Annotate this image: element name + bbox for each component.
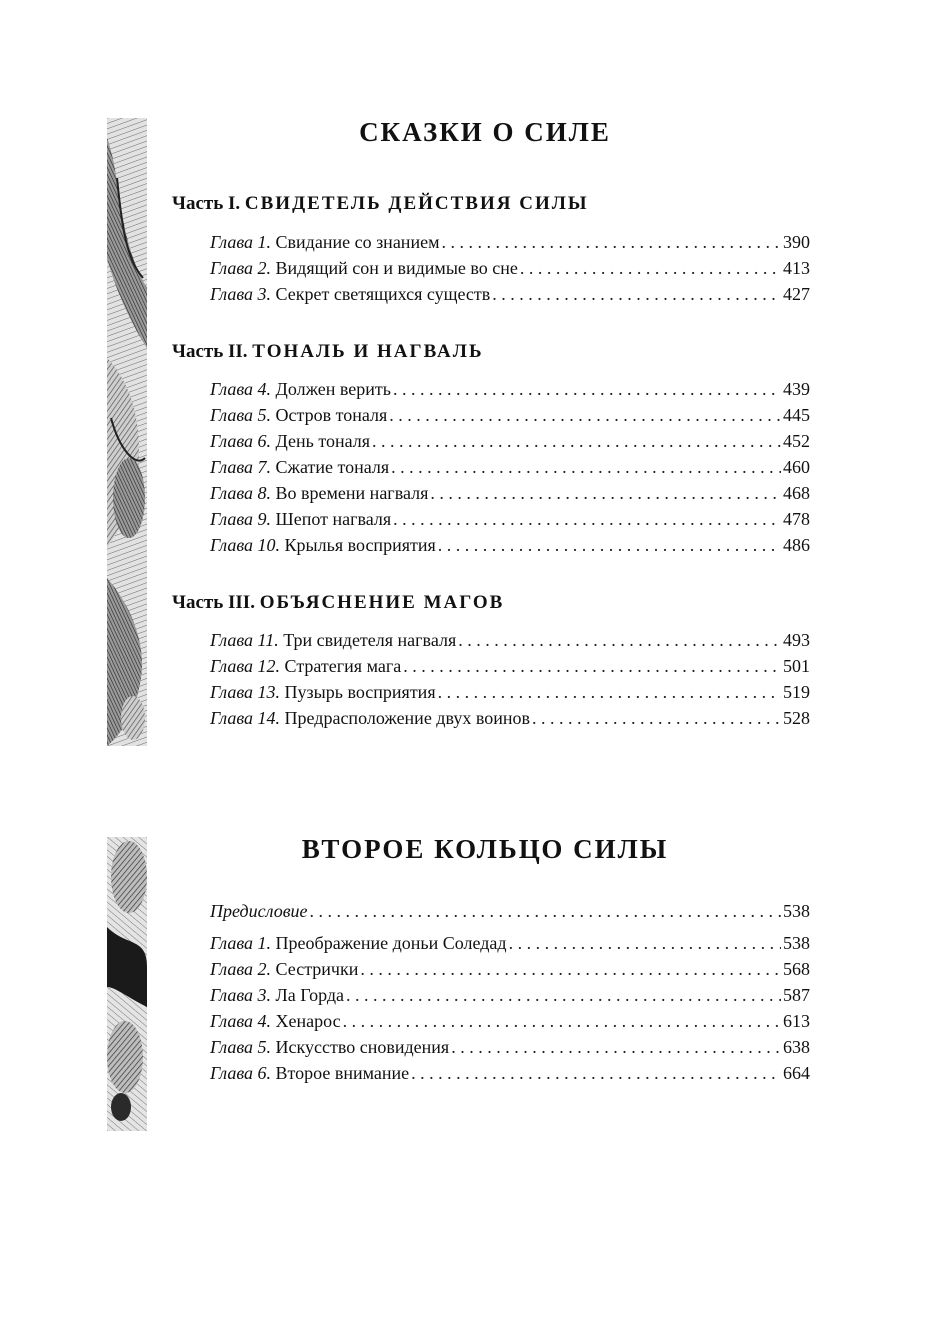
dot-leader (360, 956, 781, 982)
chapter-title: Искусство сновидения (275, 1037, 450, 1057)
chapter-number: Глава 10. (210, 535, 281, 555)
chapter-title: Секрет светящихся существ (275, 284, 491, 304)
part-name: СВИДЕТЕЛЬ ДЕЙСТВИЯ СИЛЫ (244, 193, 589, 214)
chapter-number: Глава 1. (210, 232, 272, 252)
part-label: Часть II. (172, 341, 248, 362)
page-number: 501 (783, 656, 810, 676)
page-number: 638 (783, 1037, 810, 1057)
toc-entry (210, 705, 810, 731)
dot-leader (389, 402, 781, 428)
preface-title: Предисловие (210, 901, 308, 921)
page-number: 664 (783, 1063, 810, 1083)
page-number: 445 (783, 405, 810, 425)
toc-entry (210, 532, 810, 558)
dot-leader (343, 1008, 781, 1034)
chapter-title: Во времени нагваля (275, 483, 429, 503)
chapter-title: Должен верить (275, 379, 391, 399)
page-number: 528 (783, 708, 810, 728)
chapter-title: Свидание со знанием (275, 232, 440, 252)
book-title: ВТОРОЕ КОЛЬЦО СИЛЫ (301, 834, 669, 864)
toc-entry (210, 428, 810, 454)
chapter-number: Глава 2. (210, 959, 272, 979)
dot-leader (532, 705, 781, 731)
toc-entry (210, 454, 810, 480)
chapter-title: Сестрички (275, 959, 359, 979)
chapter-number: Глава 3. (210, 985, 272, 1005)
dot-leader (441, 229, 781, 255)
part-name: ТОНАЛЬ И НАГВАЛЬ (252, 341, 484, 362)
dot-leader (393, 376, 781, 402)
page-number: 538 (783, 933, 810, 953)
toc-list (210, 229, 810, 307)
chapter-number: Глава 12. (210, 656, 281, 676)
toc-list (210, 627, 810, 731)
part-label: Часть I. (172, 193, 241, 214)
page-number: 587 (783, 985, 810, 1005)
dot-leader (411, 1060, 781, 1086)
chapter-number: Глава 14. (210, 708, 281, 728)
decorative-engraving-strip (107, 118, 147, 746)
part-label: Часть III. (172, 592, 255, 613)
chapter-number: Глава 11. (210, 630, 279, 650)
page-number: 613 (783, 1011, 810, 1031)
dot-leader (458, 627, 781, 653)
chapter-number: Глава 5. (210, 1037, 272, 1057)
toc-entry (210, 255, 810, 281)
dot-leader (520, 255, 781, 281)
decorative-engraving-strip (107, 837, 147, 1131)
chapter-number: Глава 6. (210, 431, 272, 451)
toc-entry (210, 1034, 810, 1060)
page-number: 390 (783, 232, 810, 252)
dot-leader (403, 653, 781, 679)
toc-entry (210, 506, 810, 532)
chapter-number: Глава 6. (210, 1063, 272, 1083)
page-number: 519 (783, 682, 810, 702)
dot-leader (438, 532, 781, 558)
dot-leader (509, 930, 781, 956)
toc-entry (210, 930, 810, 956)
dot-leader (393, 506, 781, 532)
page-number: 486 (783, 535, 810, 555)
chapter-number: Глава 4. (210, 379, 272, 399)
part-name: ОБЪЯСНЕНИЕ МАГОВ (259, 592, 505, 613)
toc-entry (210, 679, 810, 705)
dot-leader (438, 679, 781, 705)
chapter-title: Второе внимание (275, 1063, 410, 1083)
toc-entry (210, 1008, 810, 1034)
toc-entry (210, 627, 810, 653)
toc-entry (210, 480, 810, 506)
chapter-title: Шепот нагваля (275, 509, 392, 529)
part-heading (172, 592, 504, 614)
toc-list (210, 898, 810, 1086)
toc-list (210, 376, 810, 558)
chapter-number: Глава 2. (210, 258, 272, 278)
chapter-number: Глава 9. (210, 509, 272, 529)
toc-entry (210, 229, 810, 255)
dot-leader (391, 454, 781, 480)
book-title: СКАЗКИ О СИЛЕ (359, 117, 611, 147)
chapter-title: Предрасположение двух воинов (284, 708, 530, 728)
page-number: 413 (783, 258, 810, 278)
page-number: 460 (783, 457, 810, 477)
chapter-title: Ла Горда (275, 985, 344, 1005)
page-number: 439 (783, 379, 810, 399)
dot-leader (372, 428, 781, 454)
page-number: 493 (783, 630, 810, 650)
chapter-title: Три свидетеля нагваля (283, 630, 457, 650)
chapter-title: Преображение доньи Соледад (275, 933, 507, 953)
chapter-number: Глава 8. (210, 483, 272, 503)
engraving-image (107, 118, 147, 746)
toc-entry (210, 402, 810, 428)
chapter-title: Видящий сон и видимые во сне (275, 258, 518, 278)
chapter-number: Глава 5. (210, 405, 272, 425)
toc-entry-preface (210, 898, 810, 924)
dot-leader (346, 982, 781, 1008)
toc-entry (210, 956, 810, 982)
dot-leader (430, 480, 781, 506)
chapter-number: Глава 7. (210, 457, 272, 477)
page-number: 452 (783, 431, 810, 451)
part-heading (172, 193, 589, 215)
toc-entry (210, 1060, 810, 1086)
toc-entry (210, 982, 810, 1008)
chapter-number: Глава 3. (210, 284, 272, 304)
chapter-number: Глава 13. (210, 682, 281, 702)
page-number: 538 (783, 901, 810, 921)
toc-entry (210, 376, 810, 402)
chapter-title: Хенарос (275, 1011, 341, 1031)
dot-leader (451, 1034, 781, 1060)
chapter-title: Пузырь восприятия (284, 682, 436, 702)
engraving-image (107, 837, 147, 1131)
page-number: 478 (783, 509, 810, 529)
chapter-title: Крылья восприятия (284, 535, 436, 555)
chapter-number: Глава 1. (210, 933, 272, 953)
chapter-number: Глава 4. (210, 1011, 272, 1031)
page-number: 568 (783, 959, 810, 979)
dot-leader (492, 281, 781, 307)
page-number: 468 (783, 483, 810, 503)
chapter-title: День тоналя (275, 431, 371, 451)
toc-entry (210, 281, 810, 307)
chapter-title: Сжатие тоналя (275, 457, 390, 477)
toc-entry (210, 653, 810, 679)
part-heading (172, 341, 484, 363)
chapter-title: Остров тоналя (275, 405, 388, 425)
page-number: 427 (783, 284, 810, 304)
chapter-title: Стратегия мага (284, 656, 402, 676)
dot-leader (310, 898, 781, 924)
